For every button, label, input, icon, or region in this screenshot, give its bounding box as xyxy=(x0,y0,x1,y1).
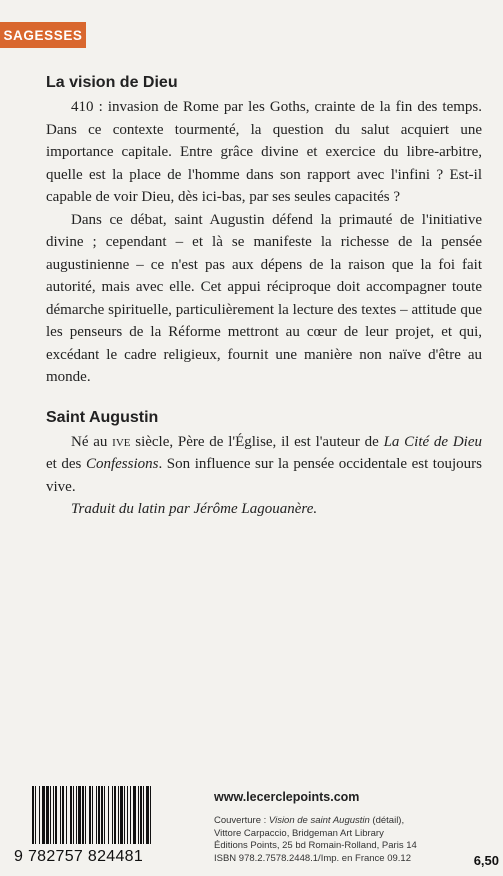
collection-label: SAGESSES xyxy=(0,22,86,48)
publisher-address: Éditions Points, 25 bd Romain-Rolland, Paris 14 xyxy=(214,840,417,851)
barcode xyxy=(32,786,197,844)
paragraph-author-bio: Né au ive siècle, Père de l'Église, il est l'auteur de La Cité de Dieu et des Confessions. Son influence sur la pensée occidentale est toujours vive. xyxy=(46,433,482,495)
section-heading-vision: La vision de Dieu xyxy=(46,74,178,91)
price: 6,50 xyxy=(473,853,499,868)
cover-credit: Couverture : Vision de saint Augustin (détail), xyxy=(214,815,405,826)
barcode-number: 9 782757 824481 xyxy=(14,848,144,865)
paragraph-context: 410 : invasion de Rome par les Goths, crainte de la fin des temps. Dans ce contexte tourmenté, la question du salut acquiert une importance capitale. Entre grâce divine et exercice du libre-arbitre, quelle est la place de l'homme dans son rapport avec l'infini ? Est-il capable de voir Dieu, dès ici-bas, par ses seules capacités ? xyxy=(46,99,482,205)
colophon xyxy=(214,815,464,865)
book-title-cite: La Cité de Dieu xyxy=(383,433,482,450)
isbn-line: ISBN 978.2.7578.2448.1/Imp. en France 09.12 xyxy=(214,852,411,864)
section-heading-author: Saint Augustin xyxy=(46,408,159,426)
translator-credit: Traduit du latin par Jérôme Lagouanère. xyxy=(71,501,318,517)
painter-credit: Vittore Carpaccio, Bridgeman Art Library xyxy=(214,827,384,839)
barcode-bar xyxy=(151,786,153,844)
back-cover-text xyxy=(46,72,482,521)
publisher-website: www.lecerclepoints.com xyxy=(214,790,360,804)
paragraph-debate: Dans ce débat, saint Augustin défend la primauté de l'initiative divine ; cependant – et là se manifeste la richesse de la pensée augustinienne – ce n'est pas aux dépens de la raison que la foi fait autorité, mais avec elle. Cet appui réciproque doit accompagner toute démarche spirituelle, particulièrement la lecture des textes – attitude que les penseurs de la Réforme mettront au cœur de leur projet, et qui, excédant le cadre religieux, fournit une manière non naïve d'être au monde. xyxy=(46,211,482,385)
century-numeral: ive xyxy=(112,433,131,450)
book-title-confessions: Confessions xyxy=(85,456,159,472)
